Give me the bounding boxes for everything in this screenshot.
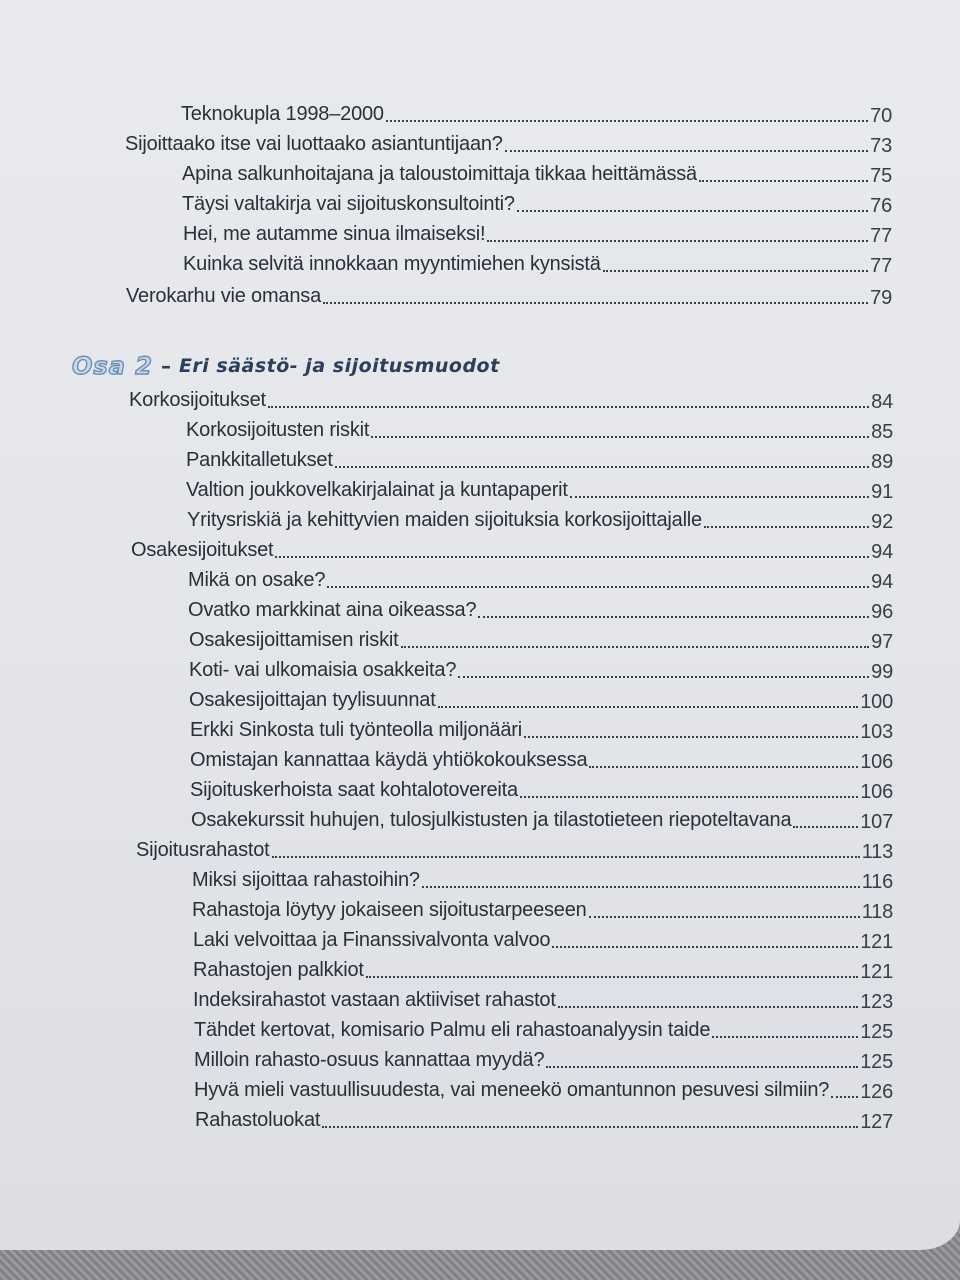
leader-dots xyxy=(704,526,869,528)
toc-entry-page: 126 xyxy=(860,1081,893,1103)
toc-entry xyxy=(192,864,893,894)
leader-dots xyxy=(712,1036,858,1038)
toc-entry-page: 118 xyxy=(861,901,893,923)
leader-dots xyxy=(401,646,870,648)
toc-entry-title: Tähdet kertovat, komisario Palmu eli rahastoanalyysin taide xyxy=(194,1019,711,1041)
leader-dots xyxy=(505,150,868,152)
toc-entry-page: 123 xyxy=(860,991,893,1013)
toc-entry-title: Täysi valtakirja vai sijoituskonsultointi? xyxy=(182,193,515,215)
toc-entry xyxy=(186,444,893,474)
leader-dots xyxy=(589,766,858,768)
toc-entry xyxy=(182,158,892,188)
toc-entry-page: 121 xyxy=(860,961,893,983)
toc-entry xyxy=(187,504,893,534)
toc-entry xyxy=(182,188,892,218)
toc-entry-title: Yritysriskiä ja kehittyvien maiden sijoituksia korkosijoittajalle xyxy=(187,509,702,531)
toc-entry xyxy=(131,534,893,564)
toc-entry-title: Hei, me autamme sinua ilmaiseksi! xyxy=(183,223,486,245)
toc-entry xyxy=(192,894,893,924)
leader-dots xyxy=(323,302,868,304)
toc-entry-page: 92 xyxy=(871,511,893,533)
toc-entry-page: 75 xyxy=(870,165,892,187)
toc-entry xyxy=(189,654,893,684)
leader-dots xyxy=(603,270,868,272)
toc-entry xyxy=(189,624,893,654)
toc-entry xyxy=(188,594,893,624)
toc-entry-page: 77 xyxy=(870,225,892,247)
leader-dots xyxy=(272,856,860,858)
toc-entry-title: Kuinka selvitä innokkaan myyntimiehen kynsistä xyxy=(183,253,601,275)
toc-entry-title: Sijoittaako itse vai luottaako asiantuntijaan? xyxy=(125,133,503,155)
leader-dots xyxy=(552,946,858,948)
toc-entry xyxy=(193,984,893,1014)
leader-dots xyxy=(275,556,869,558)
toc-entry-page: 94 xyxy=(871,541,893,563)
toc-entry-page: 97 xyxy=(871,631,893,653)
leader-dots xyxy=(520,796,858,798)
toc-entry-title: Indeksirahastot vastaan aktiiviset rahastot xyxy=(193,989,556,1011)
toc-entry-title: Sijoituskerhoista saat kohtalotovereita xyxy=(190,779,518,801)
toc-entry xyxy=(190,714,893,744)
toc-entry xyxy=(183,218,892,248)
leader-dots xyxy=(268,406,869,408)
toc-entry xyxy=(194,1044,893,1074)
toc-entry xyxy=(193,924,893,954)
leader-dots xyxy=(458,676,869,678)
toc-entry-title: Pankkitalletukset xyxy=(186,449,333,471)
toc-entry-page: 106 xyxy=(860,751,893,773)
toc-entry-title: Korkosijoitukset xyxy=(129,389,266,411)
toc-entry xyxy=(136,834,893,864)
leader-dots xyxy=(570,496,869,498)
toc-entry-page: 113 xyxy=(861,841,893,863)
toc-entry-page: 100 xyxy=(860,691,893,713)
toc-entry-page: 76 xyxy=(870,195,892,217)
toc-entry-title: Sijoitusrahastot xyxy=(136,839,270,861)
toc-entry-title: Osakesijoittamisen riskit xyxy=(189,629,399,651)
leader-dots xyxy=(589,916,860,918)
toc-entry-page: 103 xyxy=(860,721,893,743)
toc-entry-page: 125 xyxy=(860,1051,893,1073)
toc-entry xyxy=(189,684,893,714)
leader-dots xyxy=(327,586,869,588)
toc-entry-page: 79 xyxy=(870,287,892,309)
toc-entry xyxy=(181,98,892,128)
toc-entry-title: Valtion joukkovelkakirjalainat ja kuntapaperit xyxy=(186,479,568,501)
toc-entry xyxy=(195,1104,893,1134)
toc-entry-title: Apina salkunhoitajana ja taloustoimittaja tikkaa heittämässä xyxy=(182,163,697,185)
toc-entry-title: Osakesijoittajan tyylisuunnat xyxy=(189,689,436,711)
leader-dots xyxy=(793,826,858,828)
toc-entry-page: 116 xyxy=(861,871,893,893)
toc-entry-page: 106 xyxy=(860,781,893,803)
toc-entry xyxy=(188,564,893,594)
toc-entry-page: 107 xyxy=(860,811,893,833)
toc-entry-title: Teknokupla 1998–2000 xyxy=(181,103,384,125)
toc-entry-page: 96 xyxy=(871,601,893,623)
toc-entry-title: Rahastoja löytyy jokaiseen sijoitustarpeeseen xyxy=(192,899,587,921)
toc-entry xyxy=(186,474,893,504)
toc-entry-title: Laki velvoittaa ja Finanssivalvonta valvoo xyxy=(193,929,551,951)
toc-entry xyxy=(129,384,893,414)
section-dash: – xyxy=(160,354,171,378)
section-heading xyxy=(72,348,500,384)
toc-entry-page: 85 xyxy=(871,421,893,443)
leader-dots xyxy=(546,1066,858,1068)
toc-entry-title: Osakekurssit huhujen, tulosjulkistusten ja tilastotieteen riepoteltavana xyxy=(191,809,792,831)
toc-entry-title: Koti- vai ulkomaisia osakkeita? xyxy=(189,659,457,681)
leader-dots xyxy=(699,180,868,182)
toc-entry xyxy=(183,248,892,278)
leader-dots xyxy=(558,1006,859,1008)
toc-entry xyxy=(194,1074,893,1104)
leader-dots xyxy=(487,240,868,242)
toc-entry-title: Mikä on osake? xyxy=(188,569,326,591)
toc-entry-title: Rahastoluokat xyxy=(195,1109,321,1131)
toc-entry-title: Osakesijoitukset xyxy=(131,539,274,561)
toc-entry xyxy=(194,1014,893,1044)
section-label: Osa 2 xyxy=(72,352,153,380)
leader-dots xyxy=(386,120,868,122)
leader-dots xyxy=(524,736,858,738)
toc-entry-page: 73 xyxy=(870,135,892,157)
toc-entry xyxy=(193,954,893,984)
toc-entry-title: Milloin rahasto-osuus kannattaa myydä? xyxy=(194,1049,545,1071)
leader-dots xyxy=(371,436,869,438)
toc-entry xyxy=(190,744,893,774)
toc-entry-title: Omistajan kannattaa käydä yhtiökokouksessa xyxy=(190,749,588,771)
leader-dots xyxy=(831,1096,858,1098)
toc-entry-page: 121 xyxy=(860,931,893,953)
toc-entry-page: 99 xyxy=(871,661,893,683)
toc-entry-page: 70 xyxy=(870,105,892,127)
leader-dots xyxy=(422,886,860,888)
toc-entry-title: Miksi sijoittaa rahastoihin? xyxy=(192,869,420,891)
leader-dots xyxy=(517,210,868,212)
toc-entry-page: 89 xyxy=(871,451,893,473)
toc-entry xyxy=(186,414,893,444)
toc-entry xyxy=(191,804,893,834)
toc-entry-page: 91 xyxy=(871,481,893,503)
toc-entry xyxy=(126,280,892,310)
toc-entry-title: Korkosijoitusten riskit xyxy=(186,419,370,441)
toc-entry-title: Verokarhu vie omansa xyxy=(126,285,322,307)
toc-entry-page: 127 xyxy=(860,1111,893,1133)
leader-dots xyxy=(335,466,869,468)
toc-entry-page: 77 xyxy=(870,255,892,277)
toc-entry-page: 125 xyxy=(860,1021,893,1043)
toc-entry-page: 94 xyxy=(871,571,893,593)
section-title: Eri säästö- ja sijoitusmuodot xyxy=(178,355,500,377)
leader-dots xyxy=(322,1126,858,1128)
toc-entry xyxy=(190,774,893,804)
leader-dots xyxy=(366,976,858,978)
leader-dots xyxy=(438,706,859,708)
toc-entry-title: Erkki Sinkosta tuli työnteolla miljonääri xyxy=(190,719,522,741)
toc-entry xyxy=(125,128,892,158)
leader-dots xyxy=(478,616,869,618)
toc-entry-page: 84 xyxy=(871,391,893,413)
toc-entry-title: Ovatko markkinat aina oikeassa? xyxy=(188,599,477,621)
toc-entry-title: Rahastojen palkkiot xyxy=(193,959,364,981)
toc-entry-title: Hyvä mieli vastuullisuudesta, vai meneekö omantunnon pesuvesi silmiin? xyxy=(194,1079,830,1101)
